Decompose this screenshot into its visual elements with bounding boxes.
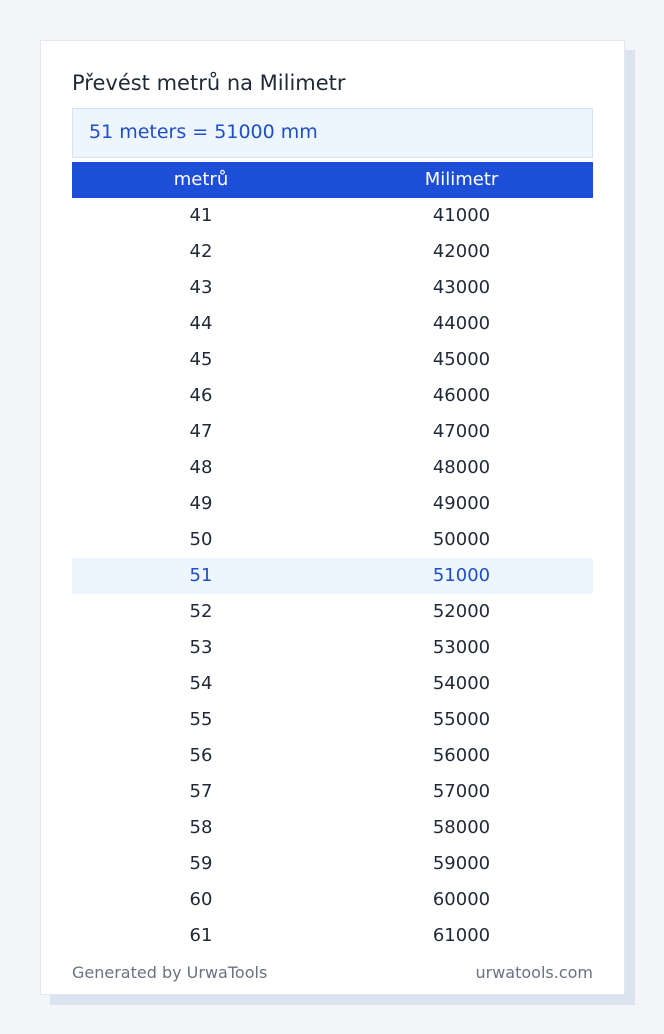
cell-millimeters: 49000 xyxy=(432,493,491,514)
cell-millimeters: 52000 xyxy=(432,601,491,622)
table-row xyxy=(72,270,593,306)
cell-millimeters: 53000 xyxy=(432,637,491,658)
cell-meters: 44 xyxy=(189,313,213,334)
cell-meters: 50 xyxy=(189,529,213,550)
table-row xyxy=(72,846,593,882)
table-row xyxy=(72,522,593,558)
table-row xyxy=(72,738,593,774)
cell-millimeters: 42000 xyxy=(432,241,491,262)
cell-meters: 61 xyxy=(189,925,213,946)
cell-millimeters: 56000 xyxy=(432,745,491,766)
cell-millimeters: 46000 xyxy=(432,385,491,406)
table-row xyxy=(72,702,593,738)
table-row xyxy=(72,450,593,486)
cell-meters: 55 xyxy=(189,709,213,730)
table-row xyxy=(72,810,593,846)
cell-meters: 53 xyxy=(189,637,213,658)
cell-meters: 58 xyxy=(189,817,213,838)
cell-millimeters: 55000 xyxy=(432,709,491,730)
result-box xyxy=(72,108,593,158)
table-row xyxy=(72,414,593,450)
cell-meters: 42 xyxy=(189,241,213,262)
table-row xyxy=(72,882,593,918)
cell-meters: 47 xyxy=(189,421,213,442)
cell-millimeters: 45000 xyxy=(432,349,491,370)
cell-meters: 41 xyxy=(189,205,213,226)
cell-millimeters: 43000 xyxy=(432,277,491,298)
table-body xyxy=(72,198,593,954)
cell-meters: 60 xyxy=(189,889,213,910)
table-row xyxy=(72,234,593,270)
cell-meters: 45 xyxy=(189,349,213,370)
cell-millimeters: 57000 xyxy=(432,781,491,802)
site-link[interactable]: urwatools.com xyxy=(475,963,593,982)
table-row xyxy=(72,666,593,702)
cell-millimeters: 47000 xyxy=(432,421,491,442)
cell-meters: 54 xyxy=(189,673,213,694)
table-row xyxy=(72,486,593,522)
cell-meters: 59 xyxy=(189,853,213,874)
table-row xyxy=(72,558,593,594)
column-header-meters: metrů xyxy=(173,169,229,190)
cell-meters: 46 xyxy=(189,385,213,406)
conversion-table xyxy=(72,162,593,954)
table-row xyxy=(72,306,593,342)
cell-meters: 49 xyxy=(189,493,213,514)
result-text: 51 meters = 51000 mm xyxy=(89,121,318,143)
conversion-card xyxy=(40,40,625,995)
table-row xyxy=(72,198,593,234)
table-row xyxy=(72,378,593,414)
cell-meters: 52 xyxy=(189,601,213,622)
table-row xyxy=(72,774,593,810)
page-title: Převést metrů na Milimetr xyxy=(72,71,346,95)
generated-by-label: Generated by UrwaTools xyxy=(72,963,268,982)
cell-millimeters: 48000 xyxy=(432,457,491,478)
cell-meters: 51 xyxy=(189,565,213,586)
cell-millimeters: 59000 xyxy=(432,853,491,874)
cell-millimeters: 58000 xyxy=(432,817,491,838)
cell-meters: 57 xyxy=(189,781,213,802)
cell-millimeters: 60000 xyxy=(432,889,491,910)
cell-millimeters: 51000 xyxy=(432,565,491,586)
cell-meters: 56 xyxy=(189,745,213,766)
table-row xyxy=(72,630,593,666)
table-row xyxy=(72,594,593,630)
cell-meters: 43 xyxy=(189,277,213,298)
table-header xyxy=(72,162,593,198)
cell-millimeters: 44000 xyxy=(432,313,491,334)
table-row xyxy=(72,918,593,954)
cell-millimeters: 50000 xyxy=(432,529,491,550)
column-header-millimeters: Milimetr xyxy=(424,169,499,190)
cell-meters: 48 xyxy=(189,457,213,478)
table-row xyxy=(72,342,593,378)
cell-millimeters: 54000 xyxy=(432,673,491,694)
cell-millimeters: 61000 xyxy=(432,925,491,946)
cell-millimeters: 41000 xyxy=(432,205,491,226)
